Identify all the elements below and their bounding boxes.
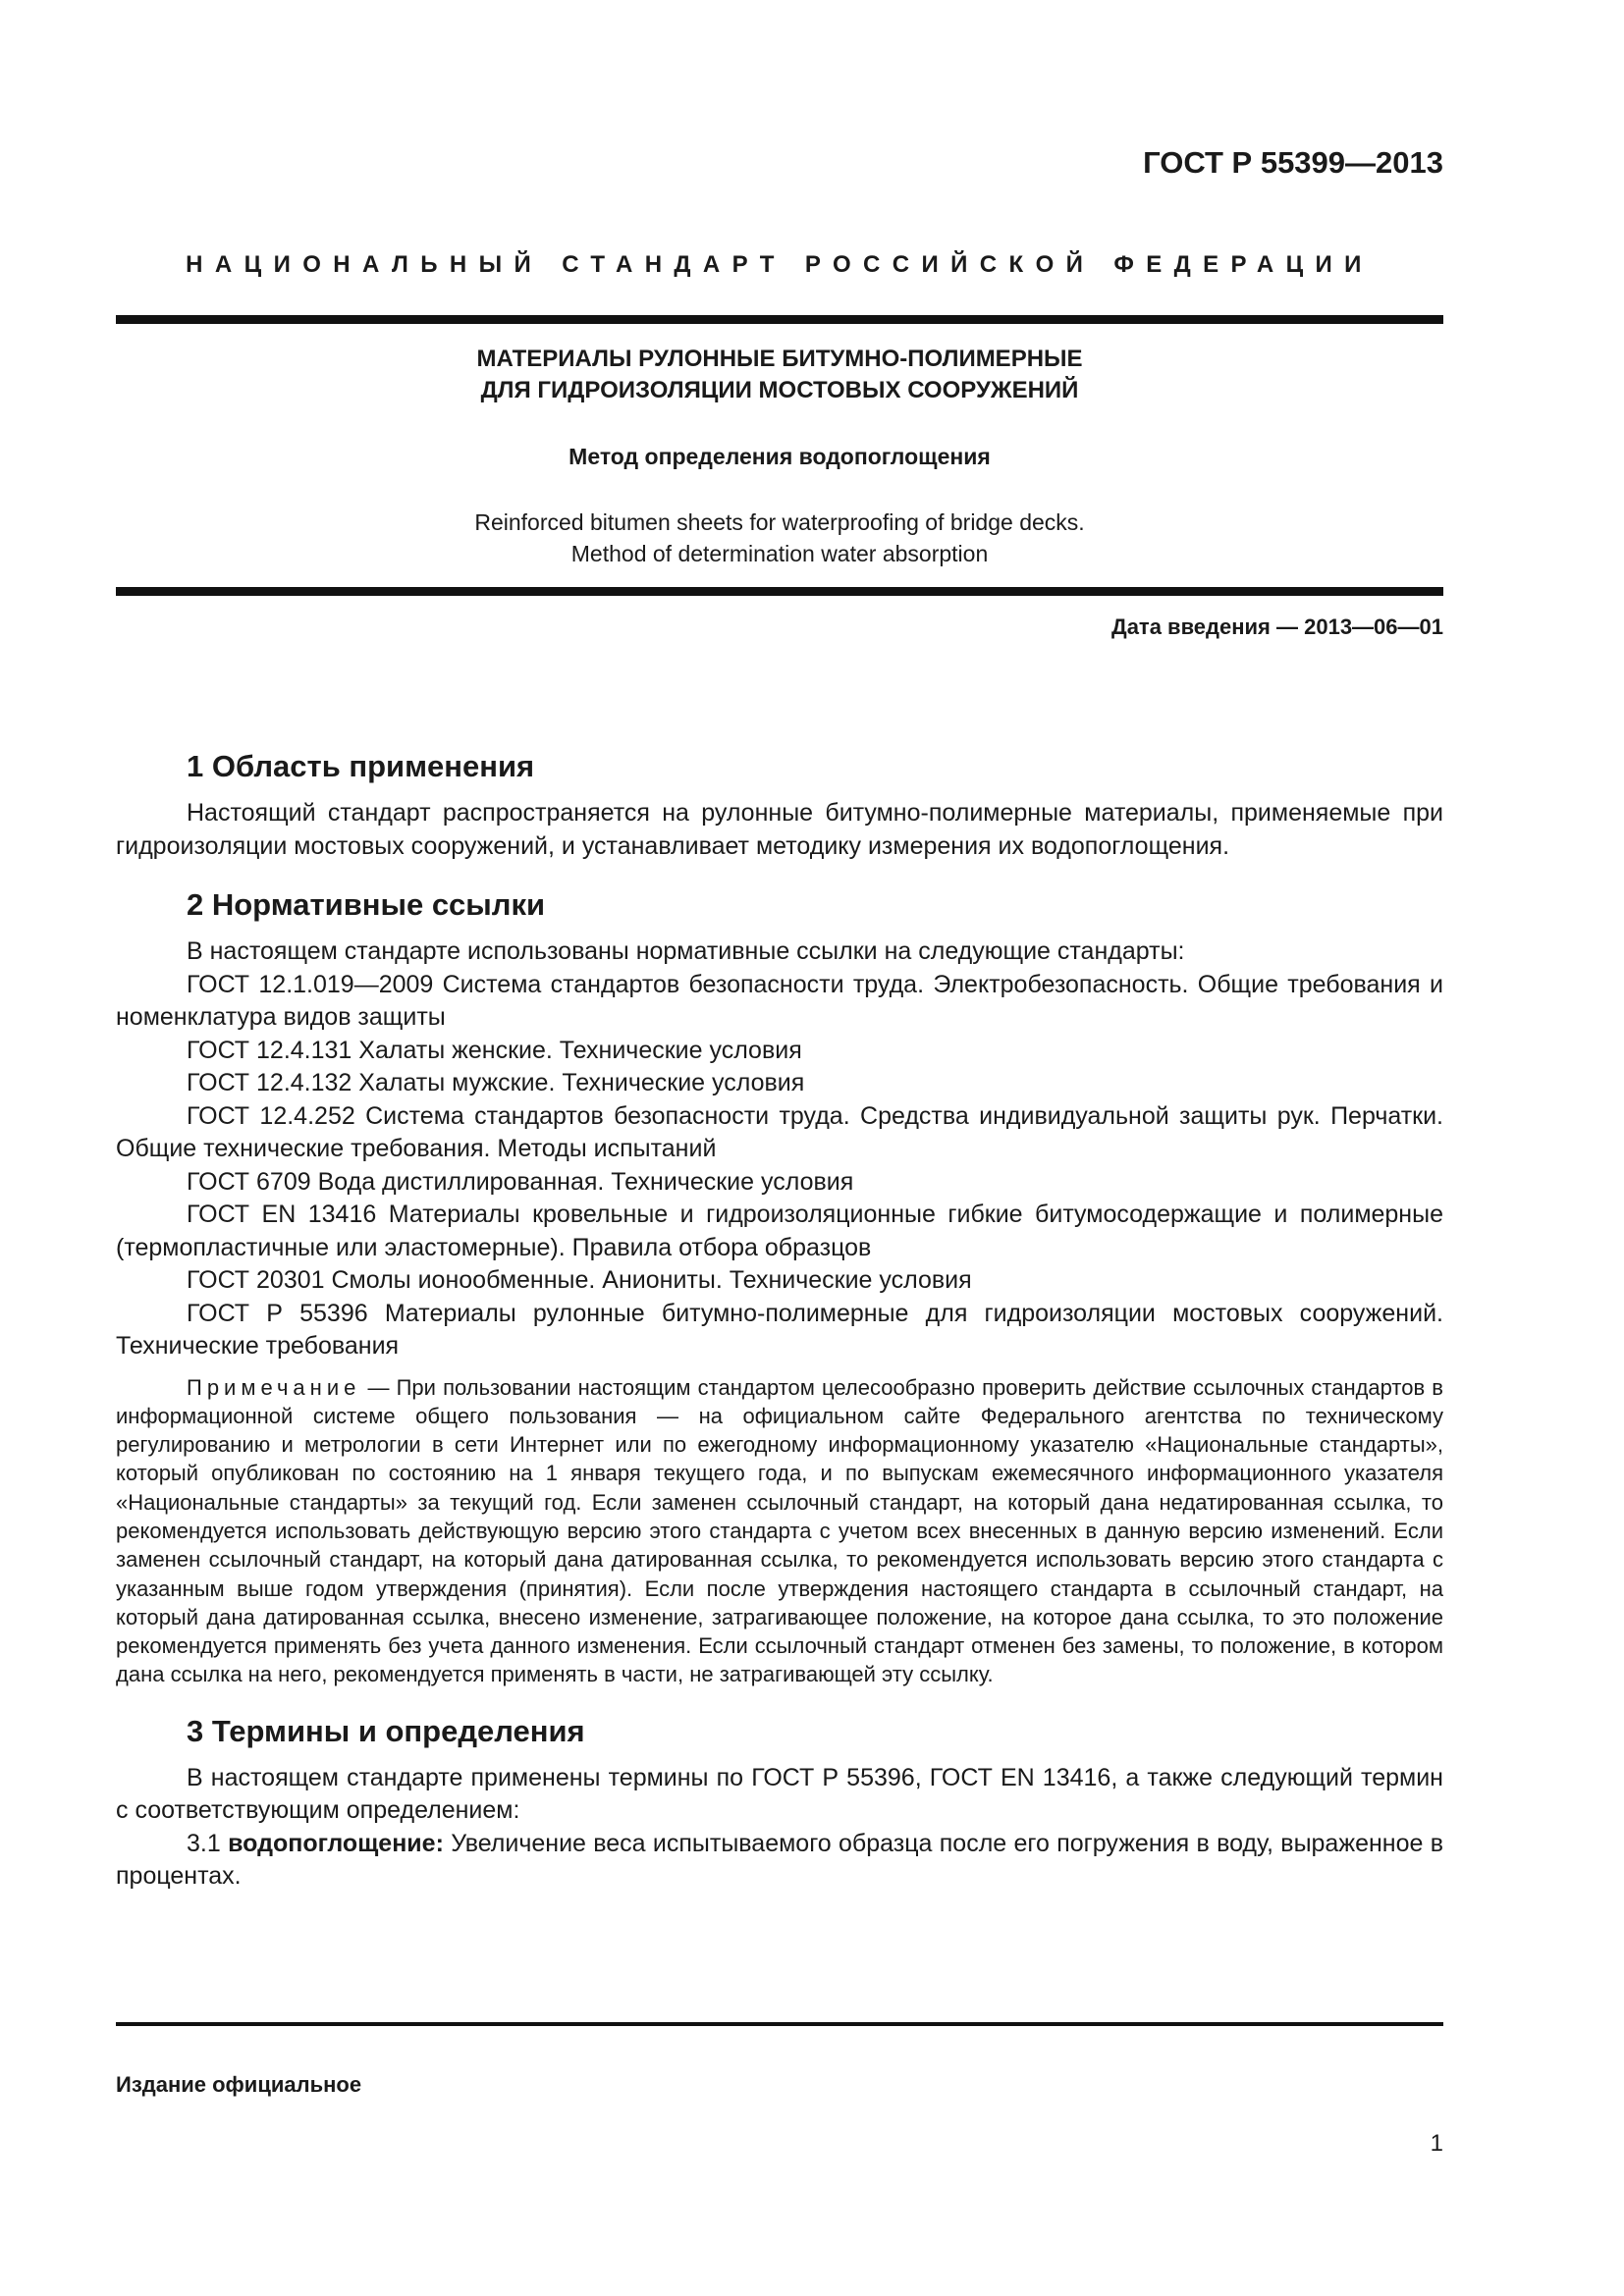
- main-content: [116, 748, 1443, 1894]
- term-name: водопоглощение:: [228, 1829, 444, 1857]
- top-thick-rule: [116, 315, 1443, 324]
- section-3-heading: 3 Термины и определения: [187, 1713, 585, 1748]
- term-definition: [116, 1828, 1443, 1894]
- english-title-line-2: Method of determination water absorption: [570, 541, 989, 566]
- section-2-intro: В настоящем стандарте использованы нормативные ссылки на следующие стандарты:: [187, 937, 1185, 965]
- section-2-note: [116, 1373, 1443, 1689]
- gost-number: ГОСТ Р 55399—2013: [1143, 145, 1443, 180]
- title-line-1: МАТЕРИАЛЫ РУЛОННЫЕ БИТУМНО-ПОЛИМЕРНЫЕ: [476, 346, 1083, 372]
- official-edition-label: Издание официальное: [116, 2072, 362, 2097]
- reference-item: ГОСТ 12.4.132 Халаты мужские. Технические условия: [187, 1069, 805, 1096]
- title-line-2: ДЛЯ ГИДРОИЗОЛЯЦИИ МОСТОВЫХ СООРУЖЕНИЙ: [480, 377, 1079, 403]
- title-bottom-rule: [116, 587, 1443, 596]
- section-2-heading: 2 Нормативные ссылки: [187, 887, 546, 922]
- english-title: [116, 507, 1443, 569]
- section-1-heading: 1 Область применения: [187, 749, 535, 783]
- footer-rule: [116, 2022, 1443, 2026]
- reference-item: ГОСТ EN 13416 Материалы кровельные и гидроизоляционные гибкие битумосодержащие и полимерные (термопластичные или эластомерные). Правила отбора образцов: [116, 1201, 1443, 1261]
- document-subtitle: Метод определения водопоглощения: [568, 444, 991, 469]
- note-label: Примечание: [187, 1374, 361, 1400]
- reference-item: ГОСТ 6709 Вода дистиллированная. Технические условия: [187, 1167, 854, 1196]
- page-number: 1: [1430, 2130, 1443, 2157]
- section-3-intro: В настоящем стандарте применены термины по ГОСТ Р 55396, ГОСТ EN 13416, а также следующий термин с соответствующим определением:: [116, 1763, 1443, 1825]
- introduction-date: Дата введения — 2013—06—01: [1111, 614, 1443, 639]
- section-1-text: Настоящий стандарт распространяется на рулонные битумно-полимерные материалы, применяемые при гидроизоляции мостовых сооружений, и устанавливает методику измерения их водопоглощения.: [116, 799, 1443, 860]
- reference-item: ГОСТ Р 55396 Материалы рулонные битумно-полимерные для гидроизоляции мостовых сооружений. Технические требования: [116, 1299, 1443, 1360]
- reference-item: ГОСТ 12.4.131 Халаты женские. Технические условия: [187, 1036, 802, 1064]
- document-title: [116, 344, 1443, 406]
- reference-item: ГОСТ 12.1.019—2009 Система стандартов безопасности труда. Электробезопасность. Общие требования и номенклатура видов защиты: [116, 970, 1443, 1031]
- english-title-line-1: Reinforced bitumen sheets for waterproofing of bridge decks.: [474, 509, 1085, 535]
- reference-item: ГОСТ 20301 Смолы ионообменные. Аниониты. Технические условия: [187, 1266, 972, 1294]
- note-text: — При пользовании настоящим стандартом целесообразно проверить действие ссылочных стандартов в информационной системе общего пользования — на официальном сайте Федерального агентства по техническому регулированию и метрологии в сети Интернет или по ежегодному информационному указателю «Национальные стандарты», который опубликован по состоянию на 1 января текущего года, и по выпускам ежемесячного информационного указателя «Национальные стандарты» за текущий год. Если заменен ссылочный стандарт, на который дана недатированная ссылка, то рекомендуется использовать действующую версию этого стандарта с учетом всех внесенных в данную версию изменений. Если заменен ссылочный стандарт, на который дана датированная ссылка, то рекомендуется использовать версию этого стандарта с указанным выше годом утверждения (принятия). Если после утверждения настоящего стандарта в ссылочный стандарт, на который дана датированная ссылка, внесено изменение, затрагивающее положение, на которое дана ссылка, то это положение рекомендуется применять без учета данного изменения. Если ссылочный стандарт отменен без замены, то положение, в котором дана ссылка на него, рекомендуется применять в части, не затрагивающей эту ссылку.: [116, 1374, 1443, 1687]
- reference-item: ГОСТ 12.4.252 Система стандартов безопасности труда. Средства индивидуальной защиты рук. Перчатки. Общие технические требования. Методы испытаний: [116, 1101, 1443, 1162]
- term-definition-text: Увеличение веса испытываемого образца после его погружения в воду, выраженное в процентах.: [116, 1829, 1443, 1891]
- national-standard-banner: НАЦИОНАЛЬНЫЙ СТАНДАРТ РОССИЙСКОЙ ФЕДЕРАЦИИ: [186, 251, 1374, 278]
- term-number: 3.1: [187, 1829, 229, 1857]
